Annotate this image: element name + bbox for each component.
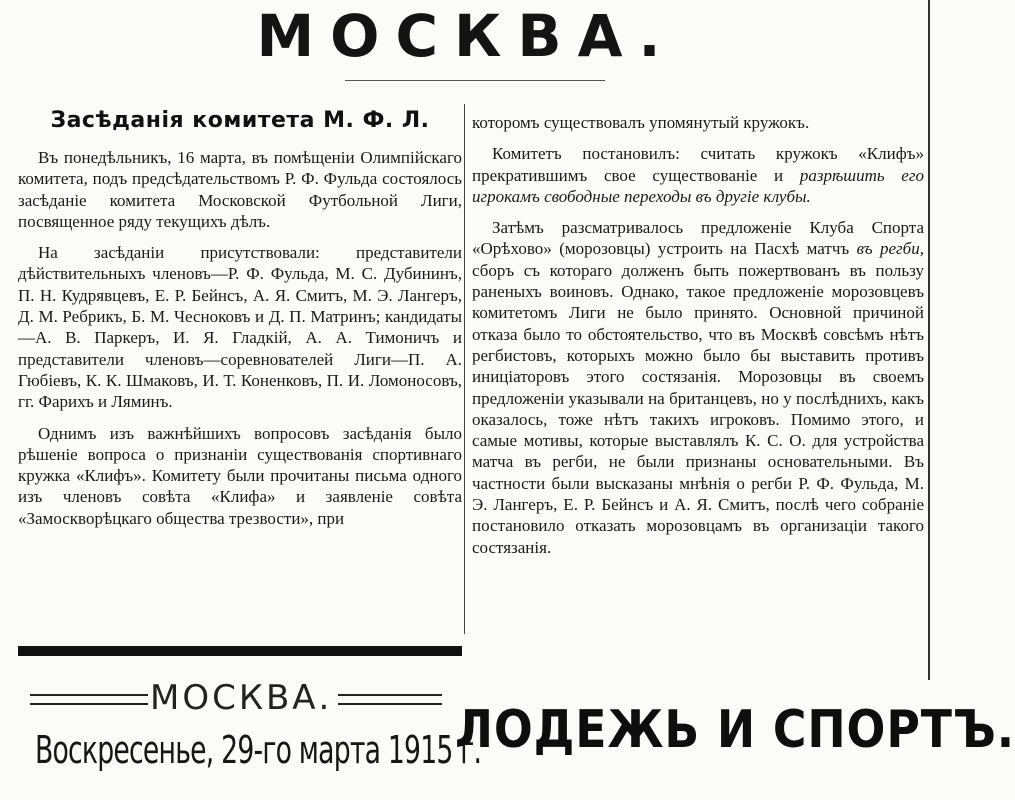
masthead-rule — [345, 80, 605, 81]
decision-text: Комитетъ постановилъ: считать кружокъ «Клифъ» прекратившимъ свое существованіе и — [472, 144, 924, 185]
column-divider — [464, 104, 465, 634]
rugby-text-b: сборъ съ котораго долженъ быть пожертвованъ въ пользу раненыхъ воиновъ. Однако, такое предложеніе морозовцевъ комитетомъ Лиги не было принято. Основной причиной отказа было то обстоятельство, что въ Москвѣ совсѣмъ нѣтъ регбистовъ, которыхъ можно было бы выставить противъ иниціаторовъ этого состязанія. Морозовцы въ своемъ предложеніи указывали на британцевъ, но у послѣднихъ, какъ оказалось, тоже нѣтъ такихъ игроковъ. Помимо этого, и самые мотивы, которые выставлялъ К. С. О. для устройства матча въ регби, не были признаны основательными. Въ частности были высказаны мнѣнія о регби Р. Ф. Фульда, М. Э. Лангеръ, Е. Р. Бейнсъ и А. Я. Смитъ, послѣ чего собраніе постановило отказать морозовцамъ въ организаціи такого состязанія. — [472, 260, 924, 557]
footer-date: Воскресенье, 29-го марта 1915 г. — [35, 728, 482, 772]
article-left-column — [18, 108, 462, 539]
paragraph-continuation: которомъ существовалъ упомянутый кружокъ. — [472, 113, 810, 132]
footer-rule-left — [30, 694, 148, 705]
footer-city: МОСКВА. — [150, 678, 333, 718]
paragraph-2: На засѣданіи присутствовали: представители дѣйствительныхъ членовъ—Р. Ф. Фульда, М. С. Дубининъ, П. Н. Кудрявцевъ, Е. Р. Бейнсъ, А. Я. Смитъ, М. Э. Лангеръ, Д. М. Ребрикъ, Б. М. Чесноковъ и Д. П. Матринъ; кандидаты—А. В. Паркеръ, И. Я. Гладкій, А. А. Тимоничъ и представители членовъ—соревнователей Лиги—П. А. Гюбіевъ, К. К. Шмаковъ, И. Т. Коненковъ, П. И. Ломоносовъ, гг. Фарихъ и Ляминъ. — [18, 243, 462, 412]
bottom-heavy-rule — [18, 646, 462, 656]
paragraph-3: Однимъ изъ важнѣйшихъ вопросовъ засѣданія было рѣшеніе вопроса о признаніи существованія спортивнаго кружка «Клифъ». Комитету были прочитаны письма одного изъ членовъ совѣта «Клифа» и заявленіе совѣта «Замоскворѣцкаго общества трезвости», при — [18, 423, 462, 528]
decision-italic: разрѣшить его игрокамъ свободные переходы въ другіе клубы. — [472, 165, 924, 206]
paragraph-decision — [472, 143, 924, 207]
paragraph-rugby — [472, 217, 924, 558]
paragraph-1: Въ понедѣльникъ, 16 марта, въ помѣщеніи Олимпійскаго комитета, подъ предсѣдательствомъ Р. Ф. Фульда состоялось засѣданіе комитета Московской Футбольной Лиги, посвященное ряду текущихъ дѣлъ. — [18, 148, 462, 231]
rugby-italic: въ регби, — [856, 239, 924, 259]
section-title: ЛОДЕЖЬ И СПОРТЪ. — [455, 700, 1015, 760]
page-edge-rule — [928, 0, 930, 680]
footer-rule-right — [338, 694, 442, 705]
article-headline: Засѣданія комитета М. Ф. Л. — [50, 108, 430, 133]
rugby-text-a: Затѣмъ разсматривалось предложеніе Клуба Спорта «Орѣхово» (морозовцы) устроить на Пасхѣ матчъ — [472, 218, 924, 259]
masthead-title: МОСКВА. — [256, 2, 677, 70]
article-right-column — [472, 112, 924, 568]
footer-block — [0, 660, 1015, 800]
